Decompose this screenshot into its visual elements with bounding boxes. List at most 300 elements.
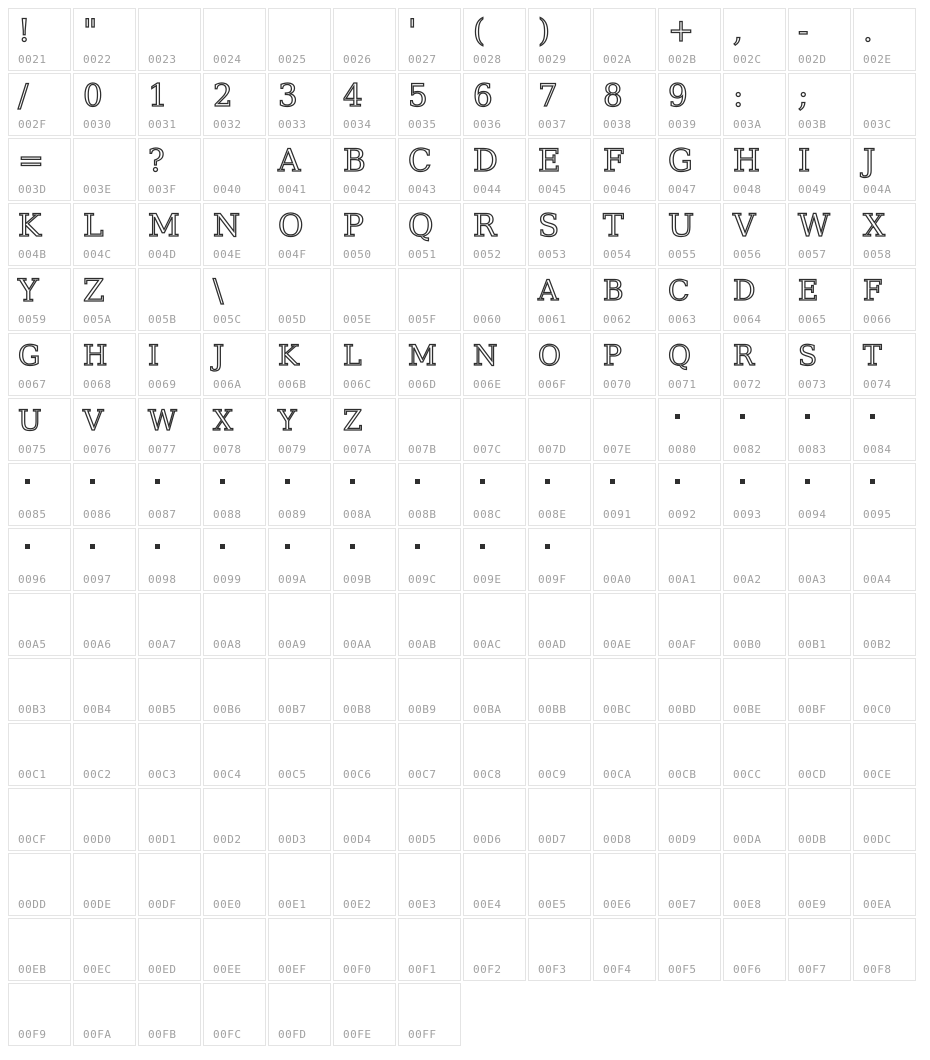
glyph-code-label: 00CC [733,768,762,781]
glyph-cell [203,788,266,851]
glyph-cell [658,918,721,981]
glyph-code-label: 0088 [213,508,242,521]
glyph-code-label: 00C2 [83,768,112,781]
glyph-code-label: 00C7 [408,768,437,781]
glyph-cell [463,138,526,201]
glyph-cell [398,658,461,721]
glyph-cell [788,268,851,331]
glyph-cell [593,918,656,981]
glyph-code-label: 00C9 [538,768,567,781]
glyph-code-label: 003E [83,183,112,196]
glyph-cell [73,918,136,981]
glyph-cell [593,333,656,396]
missing-glyph-box [90,479,95,484]
glyph-code-label: 0080 [668,443,697,456]
glyph-cell [73,723,136,786]
missing-glyph-box [155,544,160,549]
missing-glyph-box [480,544,485,549]
glyph-cell [528,8,591,71]
glyph-code-label: 00EC [83,963,112,976]
missing-glyph-box [740,414,745,419]
glyph-code-label: 004C [83,248,112,261]
glyph-sample: Q [668,339,691,372]
glyph-code-label: 00C0 [863,703,892,716]
glyph-code-label: 008B [408,508,437,521]
glyph-code-label: 0071 [668,378,697,391]
glyph-cell [73,463,136,526]
glyph-cell [8,203,71,266]
missing-glyph-box [675,479,680,484]
glyph-sample: H [83,339,108,372]
glyph-code-label: 0079 [278,443,307,456]
glyph-cell [528,333,591,396]
glyph-code-label: 0086 [83,508,112,521]
glyph-cell [138,463,201,526]
glyph-code-label: 00D0 [83,833,112,846]
glyph-code-label: 00BB [538,703,567,716]
glyph-code-label: 0098 [148,573,177,586]
glyph-cell [138,398,201,461]
glyph-cell [138,268,201,331]
glyph-cell [463,658,526,721]
glyph-sample: . [863,13,873,49]
glyph-sample: A [538,274,559,307]
glyph-cell [203,398,266,461]
glyph-code-label: 00DF [148,898,177,911]
glyph-sample: \ [213,273,224,309]
glyph-cell [723,918,786,981]
glyph-cell [268,918,331,981]
glyph-code-label: 00E5 [538,898,567,911]
glyph-sample: ! [18,13,31,49]
glyph-code-label: 0033 [278,118,307,131]
glyph-cell [398,463,461,526]
glyph-code-label: 00B0 [733,638,762,651]
glyph-code-label: 0041 [278,183,307,196]
glyph-sample: 9 [668,78,688,114]
glyph-code-label: 00E1 [278,898,307,911]
glyph-sample: S [538,208,560,244]
glyph-code-label: 0028 [473,53,502,66]
glyph-sample: X [213,404,233,437]
glyph-cell [8,268,71,331]
glyph-code-label: 0087 [148,508,177,521]
glyph-code-label: 00E3 [408,898,437,911]
glyph-cell [8,723,71,786]
glyph-code-label: 007D [538,443,567,456]
glyph-cell [398,528,461,591]
glyph-sample: / [18,78,29,114]
glyph-cell [853,918,916,981]
glyph-cell [593,528,656,591]
glyph-code-label: 0055 [668,248,697,261]
glyph-cell [398,593,461,656]
glyph-sample: " [83,13,98,49]
glyph-cell [463,268,526,331]
glyph-code-label: 00EF [278,963,307,976]
glyph-code-label: 0036 [473,118,502,131]
glyph-code-label: 00FD [278,1028,307,1041]
glyph-cell [658,398,721,461]
glyph-code-label: 00D6 [473,833,502,846]
glyph-code-label: 002B [668,53,697,66]
glyph-cell [593,8,656,71]
glyph-cell [138,528,201,591]
glyph-code-label: 004E [213,248,242,261]
glyph-code-label: 0073 [798,378,827,391]
glyph-cell [658,853,721,916]
glyph-sample: M [408,339,437,372]
glyph-sample: B [343,143,366,179]
glyph-cell [203,333,266,396]
glyph-cell [723,268,786,331]
glyph-cell [398,853,461,916]
glyph-sample: F [603,143,625,179]
glyph-code-label: 00AB [408,638,437,651]
glyph-code-label: 003F [148,183,177,196]
glyph-sample: E [798,274,819,307]
glyph-grid [8,8,916,1046]
glyph-code-label: 0025 [278,53,307,66]
glyph-code-label: 0066 [863,313,892,326]
glyph-code-label: 009F [538,573,567,586]
glyph-code-label: 00D1 [148,833,177,846]
glyph-code-label: 005B [148,313,177,326]
glyph-code-label: 00C4 [213,768,242,781]
glyph-cell [593,138,656,201]
glyph-cell [528,528,591,591]
glyph-code-label: 00C1 [18,768,47,781]
glyph-code-label: 00B2 [863,638,892,651]
glyph-sample: U [18,404,42,437]
glyph-cell [788,138,851,201]
glyph-code-label: 00F2 [473,963,502,976]
glyph-code-label: 0096 [18,573,47,586]
glyph-cell [268,593,331,656]
glyph-code-label: 0065 [798,313,827,326]
glyph-cell [658,528,721,591]
glyph-code-label: 005A [83,313,112,326]
glyph-cell [203,658,266,721]
glyph-code-label: 0027 [408,53,437,66]
glyph-cell [658,658,721,721]
glyph-code-label: 003D [18,183,47,196]
glyph-sample: R [733,339,755,372]
glyph-cell [333,528,396,591]
glyph-cell [853,138,916,201]
glyph-code-label: 0030 [83,118,112,131]
glyph-code-label: 00A6 [83,638,112,651]
glyph-code-label: 00A8 [213,638,242,651]
glyph-cell [658,73,721,136]
glyph-cell [528,268,591,331]
glyph-code-label: 0068 [83,378,112,391]
glyph-cell [593,463,656,526]
glyph-cell [788,853,851,916]
missing-glyph-box [350,544,355,549]
glyph-code-label: 00F5 [668,963,697,976]
glyph-code-label: 006E [473,378,502,391]
glyph-code-label: 00B9 [408,703,437,716]
glyph-cell [528,918,591,981]
glyph-code-label: 007C [473,443,502,456]
glyph-sample: 8 [603,78,623,114]
glyph-code-label: 0058 [863,248,892,261]
glyph-cell [333,918,396,981]
glyph-cell [138,73,201,136]
glyph-cell [8,983,71,1046]
glyph-code-label: 002A [603,53,632,66]
glyph-sample: W [148,404,177,437]
glyph-cell [723,203,786,266]
glyph-cell [853,658,916,721]
glyph-code-label: 00FA [83,1028,112,1041]
glyph-cell [268,138,331,201]
glyph-cell [528,73,591,136]
glyph-code-label: 00BD [668,703,697,716]
glyph-code-label: 0038 [603,118,632,131]
glyph-sample: K [278,339,299,372]
glyph-cell [398,203,461,266]
glyph-sample: 5 [408,78,428,114]
glyph-cell [268,788,331,851]
glyph-code-label: 0084 [863,443,892,456]
glyph-code-label: 005D [278,313,307,326]
glyph-cell [398,138,461,201]
glyph-code-label: 00B8 [343,703,372,716]
glyph-sample: 2 [213,78,233,114]
glyph-cell [333,788,396,851]
glyph-cell [528,853,591,916]
glyph-cell [268,398,331,461]
glyph-sample: D [733,274,756,307]
glyph-cell [333,853,396,916]
glyph-code-label: 00A2 [733,573,762,586]
glyph-code-label: 00A3 [798,573,827,586]
glyph-code-label: 00C3 [148,768,177,781]
glyph-cell [203,983,266,1046]
glyph-sample: ; [798,78,809,114]
glyph-cell [398,268,461,331]
glyph-sample: K [18,208,42,244]
glyph-code-label: 00E2 [343,898,372,911]
glyph-code-label: 00FE [343,1028,372,1041]
glyph-cell [268,8,331,71]
glyph-cell [8,853,71,916]
glyph-cell [528,788,591,851]
glyph-code-label: 00D5 [408,833,437,846]
glyph-cell [73,203,136,266]
glyph-cell [463,918,526,981]
glyph-code-label: 009A [278,573,307,586]
glyph-cell [853,8,916,71]
glyph-code-label: 006F [538,378,567,391]
glyph-cell [268,853,331,916]
glyph-cell [593,73,656,136]
glyph-cell [593,723,656,786]
glyph-code-label: 00AF [668,638,697,651]
glyph-code-label: 00D3 [278,833,307,846]
missing-glyph-box [870,414,875,419]
glyph-code-label: 00BF [798,703,827,716]
glyph-cell [73,73,136,136]
glyph-cell [788,723,851,786]
glyph-cell [333,73,396,136]
glyph-cell [528,658,591,721]
glyph-cell [333,138,396,201]
missing-glyph-box [480,479,485,484]
glyph-cell [8,8,71,71]
glyph-sample: + [668,13,694,49]
glyph-cell [333,8,396,71]
glyph-sample: T [603,208,624,244]
glyph-cell [8,658,71,721]
missing-glyph-box [805,414,810,419]
glyph-sample: L [83,208,104,244]
glyph-cell [73,8,136,71]
glyph-cell [203,528,266,591]
glyph-code-label: 0049 [798,183,827,196]
glyph-code-label: 00B5 [148,703,177,716]
glyph-cell [398,983,461,1046]
glyph-sample: ) [538,13,551,49]
glyph-sample: L [343,339,362,372]
glyph-sample: A [278,143,301,179]
glyph-code-label: 003B [798,118,827,131]
glyph-cell [333,658,396,721]
glyph-cell [203,918,266,981]
glyph-cell [593,268,656,331]
glyph-cell [723,333,786,396]
glyph-code-label: 00D7 [538,833,567,846]
glyph-cell [8,398,71,461]
glyph-code-label: 0076 [83,443,112,456]
glyph-cell [723,658,786,721]
glyph-code-label: 0052 [473,248,502,261]
glyph-code-label: 00FF [408,1028,437,1041]
glyph-cell [723,593,786,656]
glyph-cell [8,333,71,396]
glyph-cell [463,333,526,396]
glyph-code-label: 003C [863,118,892,131]
glyph-code-label: 008A [343,508,372,521]
glyph-code-label: 006B [278,378,307,391]
glyph-cell [528,723,591,786]
glyph-code-label: 00E9 [798,898,827,911]
glyph-sample: D [473,143,498,179]
glyph-sample: Y [278,404,297,437]
glyph-cell [203,853,266,916]
glyph-code-label: 0029 [538,53,567,66]
glyph-code-label: 004A [863,183,892,196]
glyph-code-label: 00EA [863,898,892,911]
glyph-code-label: 0056 [733,248,762,261]
glyph-code-label: 00E4 [473,898,502,911]
glyph-cell [73,593,136,656]
glyph-sample: ' [408,13,417,49]
glyph-cell [853,788,916,851]
glyph-code-label: 00C6 [343,768,372,781]
glyph-code-label: 00BE [733,703,762,716]
glyph-cell [333,203,396,266]
glyph-code-label: 00A0 [603,573,632,586]
glyph-code-label: 0097 [83,573,112,586]
glyph-cell [398,333,461,396]
glyph-code-label: 0061 [538,313,567,326]
glyph-code-label: 0054 [603,248,632,261]
glyph-code-label: 008C [473,508,502,521]
glyph-cell [73,983,136,1046]
glyph-code-label: 00DB [798,833,827,846]
glyph-code-label: 00F8 [863,963,892,976]
glyph-code-label: 00CA [603,768,632,781]
missing-glyph-box [220,479,225,484]
glyph-cell [723,8,786,71]
glyph-cell [658,333,721,396]
glyph-cell [203,138,266,201]
glyph-cell [138,203,201,266]
glyph-cell [203,723,266,786]
glyph-cell [138,918,201,981]
glyph-sample: 0 [83,78,103,114]
glyph-code-label: 0034 [343,118,372,131]
glyph-code-label: 008E [538,508,567,521]
glyph-sample: G [668,143,693,179]
glyph-code-label: 00BA [473,703,502,716]
glyph-code-label: 005C [213,313,242,326]
glyph-cell [528,398,591,461]
glyph-sample: C [668,274,690,307]
glyph-code-label: 0069 [148,378,177,391]
glyph-cell [268,528,331,591]
glyph-code-label: 004F [278,248,307,261]
glyph-code-label: 00ED [148,963,177,976]
glyph-cell [853,398,916,461]
glyph-cell [788,333,851,396]
glyph-cell [333,268,396,331]
glyph-code-label: 00CD [798,768,827,781]
glyph-code-label: 0070 [603,378,632,391]
glyph-cell [138,658,201,721]
glyph-code-label: 004B [18,248,47,261]
glyph-cell [788,463,851,526]
glyph-sample: 6 [473,78,493,114]
glyph-code-label: 00A1 [668,573,697,586]
glyph-cell [138,983,201,1046]
glyph-code-label: 0094 [798,508,827,521]
glyph-sample: N [473,339,498,372]
glyph-code-label: 00EE [213,963,242,976]
glyph-cell [463,463,526,526]
glyph-cell [398,8,461,71]
glyph-cell [138,8,201,71]
glyph-sample: Y [18,273,39,309]
glyph-code-label: 00F4 [603,963,632,976]
glyph-cell [658,268,721,331]
glyph-code-label: 0074 [863,378,892,391]
glyph-code-label: 0063 [668,313,697,326]
glyph-cell [853,853,916,916]
glyph-cell [73,788,136,851]
glyph-code-label: 00A7 [148,638,177,651]
glyph-cell [853,463,916,526]
glyph-code-label: 00B4 [83,703,112,716]
glyph-code-label: 00B6 [213,703,242,716]
glyph-code-label: 004D [148,248,177,261]
glyph-cell [723,138,786,201]
glyph-code-label: 0048 [733,183,762,196]
glyph-cell [398,73,461,136]
